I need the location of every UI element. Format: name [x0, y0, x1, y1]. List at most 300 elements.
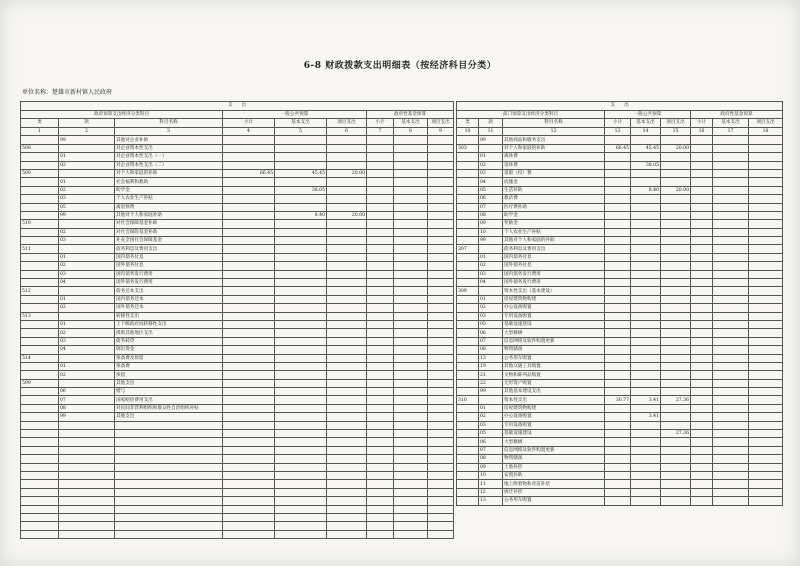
- class-code: [457, 362, 479, 370]
- fund-project-expense: [749, 337, 783, 345]
- fund-basic-expense: [394, 245, 428, 253]
- fund-project-expense: [428, 320, 454, 328]
- fund-basic-expense: [394, 480, 428, 488]
- fund-basic-expense: [713, 220, 749, 228]
- class-code: [457, 455, 479, 463]
- fund-subtotal: [367, 186, 394, 194]
- fund-subtotal: [367, 153, 394, 161]
- class-code: 307: [457, 245, 479, 253]
- class-code: [457, 472, 479, 480]
- project-expense: [327, 136, 367, 144]
- subclass-code: 13: [479, 354, 503, 362]
- subtotal: [223, 346, 275, 354]
- fund-basic-expense: [394, 203, 428, 211]
- fund-basic-expense: [394, 455, 428, 463]
- item-name: 调出资金: [115, 346, 223, 354]
- project-expense: [327, 237, 367, 245]
- fund-project-expense: [749, 253, 783, 261]
- item-name: 其他支出: [115, 413, 223, 421]
- basic-expense: [275, 253, 327, 261]
- subtotal: [605, 186, 631, 194]
- fund-subtotal: [367, 228, 394, 236]
- fund-project-expense: [428, 270, 454, 278]
- fund-project-expense: [428, 211, 454, 219]
- project-expense: [327, 513, 367, 521]
- table-row: [21, 237, 454, 245]
- fund-project-expense: [428, 404, 454, 412]
- class-code: [457, 312, 479, 320]
- subclass-code: 02: [59, 371, 115, 379]
- class-code: [457, 295, 479, 303]
- basic-expense: [275, 379, 327, 387]
- fund-basic-expense: [394, 505, 428, 513]
- fund-subtotal: [691, 287, 713, 295]
- fund-subtotal: [367, 169, 394, 177]
- class-code: [21, 262, 59, 270]
- column-header: 小计: [691, 119, 713, 128]
- item-name: 国内债务发行费用: [115, 270, 223, 278]
- section-header: 支 出: [21, 102, 454, 111]
- item-name: 信息网络及软件购置更新: [503, 446, 605, 454]
- table-row: [21, 253, 454, 261]
- group-header-fund-budget: 政府性基金预算: [691, 110, 783, 119]
- fund-subtotal: [691, 228, 713, 236]
- fund-project-expense: [749, 446, 783, 454]
- item-name: 债务利息及费用支出: [503, 245, 605, 253]
- project-expense: [661, 379, 691, 387]
- project-expense: [327, 220, 367, 228]
- column-number: 1: [21, 127, 59, 136]
- basic-expense: [275, 337, 327, 345]
- project-expense: [327, 388, 367, 396]
- fund-project-expense: [749, 270, 783, 278]
- subtotal: [605, 362, 631, 370]
- basic-expense: [275, 354, 327, 362]
- class-code: [21, 153, 59, 161]
- subtotal: [223, 178, 275, 186]
- item-name: 援助其他地区支出: [115, 329, 223, 337]
- subclass-code: 03: [479, 270, 503, 278]
- basic-expense: [631, 228, 661, 236]
- fund-subtotal: [367, 388, 394, 396]
- project-expense: [327, 522, 367, 530]
- group-header-row: [21, 110, 454, 119]
- fund-basic-expense: [713, 379, 749, 387]
- project-expense: [661, 220, 691, 228]
- fund-project-expense: [749, 312, 783, 320]
- project-expense: [327, 144, 367, 152]
- subtotal: [605, 329, 631, 337]
- basic-expense: 3.41: [631, 396, 661, 404]
- item-name: [115, 421, 223, 429]
- fund-basic-expense: [713, 388, 749, 396]
- subtotal: 66.45: [223, 169, 275, 177]
- fund-project-expense: [428, 438, 454, 446]
- fund-subtotal: [691, 178, 713, 186]
- fund-subtotal: [367, 362, 394, 370]
- project-expense: [661, 354, 691, 362]
- column-header: 类: [457, 119, 479, 128]
- item-name: 国内债务付息: [115, 253, 223, 261]
- subclass-code: [59, 379, 115, 387]
- basic-expense: [631, 320, 661, 328]
- fund-project-expense: [749, 220, 783, 228]
- basic-expense: [275, 279, 327, 287]
- fund-project-expense: [428, 371, 454, 379]
- project-expense: [661, 480, 691, 488]
- subclass-code: 01: [59, 320, 115, 328]
- basic-expense: [631, 220, 661, 228]
- subclass-code: 99: [479, 136, 503, 144]
- subtotal: [223, 396, 275, 404]
- group-header-classification: 政府预算支出经济分类科目: [21, 110, 223, 119]
- class-code: 513: [21, 312, 59, 320]
- fund-project-expense: [428, 530, 454, 538]
- item-name: [115, 513, 223, 521]
- fund-basic-expense: [713, 320, 749, 328]
- subclass-code: 04: [479, 178, 503, 186]
- project-expense: [327, 421, 367, 429]
- class-code: [457, 379, 479, 387]
- class-code: [21, 337, 59, 345]
- item-name: 对个人和家庭的补助: [115, 169, 223, 177]
- table-row: [457, 211, 783, 219]
- fund-subtotal: [691, 430, 713, 438]
- fund-subtotal: [367, 463, 394, 471]
- item-name: 国外债务付息: [503, 262, 605, 270]
- subtotal: [223, 337, 275, 345]
- column-number: 4: [223, 127, 275, 136]
- item-name: 退休费: [503, 161, 605, 169]
- table-row: [457, 320, 783, 328]
- class-code: [21, 463, 59, 471]
- item-name: 其他对个人和家庭补助: [115, 211, 223, 219]
- subtotal: [223, 463, 275, 471]
- item-name: 对民间非营利组织和群众性自治组织补贴: [115, 404, 223, 412]
- fund-basic-expense: [394, 220, 428, 228]
- basic-expense: [631, 362, 661, 370]
- subclass-code: 11: [479, 480, 503, 488]
- subclass-code: 05: [479, 186, 503, 194]
- subclass-code: [479, 144, 503, 152]
- table-row: [457, 295, 783, 303]
- table-row: [21, 530, 454, 538]
- class-code: [457, 488, 479, 496]
- subtotal: [223, 404, 275, 412]
- subtotal: [605, 446, 631, 454]
- fund-basic-expense: [394, 320, 428, 328]
- project-expense: [661, 488, 691, 496]
- table-row: [21, 430, 454, 438]
- table-row: [21, 287, 454, 295]
- fund-subtotal: [367, 379, 394, 387]
- class-code: 310: [457, 396, 479, 404]
- subclass-code: 99: [59, 413, 115, 421]
- project-expense: [327, 245, 367, 253]
- subtotal: [223, 304, 275, 312]
- class-code: [457, 220, 479, 228]
- item-name: 对社会保障基金补助: [115, 220, 223, 228]
- class-code: [457, 136, 479, 144]
- subclass-code: [59, 472, 115, 480]
- subclass-code: 06: [479, 195, 503, 203]
- fund-project-expense: [428, 522, 454, 530]
- project-expense: [327, 530, 367, 538]
- fund-subtotal: [367, 488, 394, 496]
- fund-project-expense: [749, 178, 783, 186]
- fund-basic-expense: [394, 354, 428, 362]
- class-code: [21, 329, 59, 337]
- subclass-code: [59, 463, 115, 471]
- basic-expense: [275, 237, 327, 245]
- column-number: 2: [59, 127, 115, 136]
- class-code: [457, 153, 479, 161]
- project-expense: [661, 203, 691, 211]
- fund-subtotal: [367, 195, 394, 203]
- class-code: 514: [21, 354, 59, 362]
- class-code: 508: [21, 144, 59, 152]
- class-code: 303: [457, 144, 479, 152]
- table-row: [457, 169, 783, 177]
- item-name: 对个人和家庭的补助: [503, 144, 605, 152]
- basic-expense: [275, 388, 327, 396]
- subtotal: [605, 136, 631, 144]
- item-name: 物资储备: [503, 455, 605, 463]
- item-name: 对社会保险基金补助: [115, 228, 223, 236]
- class-code: [21, 404, 59, 412]
- fund-basic-expense: [394, 195, 428, 203]
- table-row: [457, 346, 783, 354]
- subtotal: [223, 505, 275, 513]
- basic-expense: [631, 195, 661, 203]
- fund-basic-expense: [394, 186, 428, 194]
- table-row: [21, 195, 454, 203]
- fund-basic-expense: [713, 144, 749, 152]
- fund-subtotal: [367, 211, 394, 219]
- class-code: [457, 262, 479, 270]
- fund-subtotal: [367, 337, 394, 345]
- item-name: [115, 446, 223, 454]
- item-name: 基础设施建设: [503, 430, 605, 438]
- fund-basic-expense: [394, 530, 428, 538]
- fund-subtotal: [691, 472, 713, 480]
- fund-basic-expense: [394, 371, 428, 379]
- table-row: [457, 270, 783, 278]
- basic-expense: [275, 362, 327, 370]
- table-row: [21, 488, 454, 496]
- item-name: 国内债务发行费用: [503, 270, 605, 278]
- fund-project-expense: [749, 144, 783, 152]
- item-name: 房屋建筑物购建: [503, 295, 605, 303]
- fund-subtotal: [691, 346, 713, 354]
- class-code: [457, 228, 479, 236]
- class-code: [21, 396, 59, 404]
- fund-basic-expense: [713, 413, 749, 421]
- subclass-code: [59, 354, 115, 362]
- item-name: 其他交通工具购置: [503, 362, 605, 370]
- class-code: [457, 270, 479, 278]
- subtotal: [223, 438, 275, 446]
- basic-expense: 38.05: [275, 186, 327, 194]
- table-row: [457, 287, 783, 295]
- item-name: 对企业资本性支出: [115, 144, 223, 152]
- project-expense: [327, 304, 367, 312]
- basic-expense: 3.41: [631, 413, 661, 421]
- item-name: 办公设备购置: [503, 413, 605, 421]
- subclass-code: 05: [479, 320, 503, 328]
- project-expense: [327, 279, 367, 287]
- basic-expense: [275, 220, 327, 228]
- fund-subtotal: [367, 371, 394, 379]
- subtotal: [223, 153, 275, 161]
- subtotal: [605, 320, 631, 328]
- subclass-code: [59, 488, 115, 496]
- subclass-code: [59, 513, 115, 521]
- fund-subtotal: [691, 144, 713, 152]
- item-name: 债务转贷: [115, 337, 223, 345]
- item-name: 债务还本支出: [115, 287, 223, 295]
- item-name: 债务利息及费用支出: [115, 245, 223, 253]
- subclass-code: [59, 169, 115, 177]
- table-row: [457, 354, 783, 362]
- fund-project-expense: [749, 354, 783, 362]
- fund-basic-expense: [394, 413, 428, 421]
- fund-subtotal: [691, 203, 713, 211]
- subclass-code: [59, 522, 115, 530]
- subtotal: [223, 228, 275, 236]
- fund-project-expense: [749, 195, 783, 203]
- subclass-code: 03: [479, 312, 503, 320]
- subclass-code: 01: [479, 253, 503, 261]
- project-expense: [327, 186, 367, 194]
- fund-basic-expense: [394, 178, 428, 186]
- subclass-code: 05: [479, 430, 503, 438]
- column-number: 11: [479, 127, 503, 136]
- class-code: [21, 195, 59, 203]
- column-header: 类: [21, 119, 59, 128]
- basic-expense: [275, 346, 327, 354]
- column-header: 科目名称: [115, 119, 223, 128]
- subtotal: [223, 371, 275, 379]
- class-code: [21, 513, 59, 521]
- table-row: [21, 480, 454, 488]
- fund-project-expense: [749, 388, 783, 396]
- subclass-code: 09: [479, 220, 503, 228]
- fund-subtotal: [691, 161, 713, 169]
- subtotal: [223, 245, 275, 253]
- project-expense: [661, 438, 691, 446]
- project-expense: [327, 178, 367, 186]
- basic-expense: [275, 446, 327, 454]
- subtotal: [605, 203, 631, 211]
- subtotal: [223, 186, 275, 194]
- table-row: [21, 404, 454, 412]
- fund-subtotal: [367, 530, 394, 538]
- subclass-code: [59, 438, 115, 446]
- class-code: [21, 295, 59, 303]
- subclass-code: 99: [479, 237, 503, 245]
- basic-expense: [631, 463, 661, 471]
- fund-subtotal: [367, 262, 394, 270]
- fund-basic-expense: [713, 329, 749, 337]
- item-name: 房屋建筑物购建: [503, 404, 605, 412]
- subtotal: [605, 237, 631, 245]
- subclass-code: 05: [59, 203, 115, 211]
- item-name: 救济费: [503, 195, 605, 203]
- basic-expense: [275, 522, 327, 530]
- fund-subtotal: [367, 320, 394, 328]
- fund-project-expense: [749, 480, 783, 488]
- fund-project-expense: [428, 463, 454, 471]
- fund-subtotal: [367, 480, 394, 488]
- subclass-code: [59, 455, 115, 463]
- fund-basic-expense: [713, 488, 749, 496]
- class-code: [21, 211, 59, 219]
- fund-basic-expense: [713, 472, 749, 480]
- project-expense: [327, 354, 367, 362]
- fund-project-expense: [749, 245, 783, 253]
- fund-subtotal: [691, 312, 713, 320]
- fund-basic-expense: [713, 438, 749, 446]
- fund-project-expense: [749, 396, 783, 404]
- fund-basic-expense: [394, 144, 428, 152]
- fund-basic-expense: [713, 262, 749, 270]
- subclass-code: 02: [479, 304, 503, 312]
- basic-expense: [275, 472, 327, 480]
- table-row: [21, 362, 454, 370]
- item-name: 专用设备购置: [503, 421, 605, 429]
- fund-subtotal: [367, 505, 394, 513]
- class-code: [21, 522, 59, 530]
- project-expense: [327, 195, 367, 203]
- subtotal: [605, 304, 631, 312]
- basic-expense: [275, 178, 327, 186]
- subtotal: [223, 497, 275, 505]
- fund-basic-expense: [394, 287, 428, 295]
- subclass-code: 10: [479, 472, 503, 480]
- subtotal: [605, 287, 631, 295]
- item-name: 离休费: [503, 153, 605, 161]
- class-code: [457, 404, 479, 412]
- table-row: [457, 304, 783, 312]
- fund-project-expense: [749, 438, 783, 446]
- project-expense: [327, 497, 367, 505]
- right-expenditure-table: [456, 101, 783, 506]
- basic-expense: [631, 295, 661, 303]
- subclass-code: 10: [479, 228, 503, 236]
- fund-project-expense: [749, 430, 783, 438]
- table-row: [21, 371, 454, 379]
- class-code: [21, 497, 59, 505]
- basic-expense: [275, 304, 327, 312]
- class-code: [457, 329, 479, 337]
- group-header-classification: 部门预算支出经济分类科目: [457, 110, 605, 119]
- fund-subtotal: [691, 195, 713, 203]
- table-row: [457, 446, 783, 454]
- fund-subtotal: [367, 304, 394, 312]
- basic-expense: [631, 153, 661, 161]
- class-code: [457, 388, 479, 396]
- item-name: 其他对企业补助: [115, 136, 223, 144]
- fund-subtotal: [367, 396, 394, 404]
- class-code: [457, 346, 479, 354]
- class-code: [457, 371, 479, 379]
- subclass-code: 02: [479, 161, 503, 169]
- group-header-general-budget: 一般公共预算: [223, 110, 367, 119]
- basic-expense: [275, 144, 327, 152]
- fund-subtotal: [691, 371, 713, 379]
- section-header-row: [457, 102, 783, 111]
